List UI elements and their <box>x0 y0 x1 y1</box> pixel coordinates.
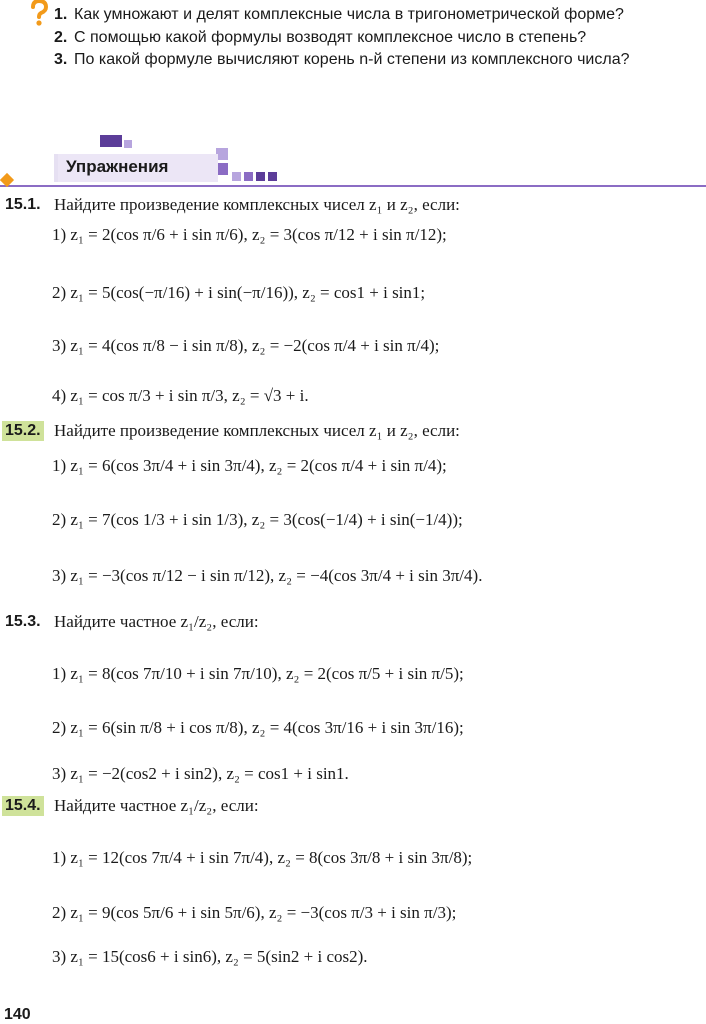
exercise-item: 3) z₁ = −2(cos2 + i sin2), z₂ = cos1 + i sin1. <box>52 764 349 783</box>
page-number: 140 <box>4 1006 31 1023</box>
section-divider <box>0 185 706 187</box>
exercise-item: 1) z₁ = 6(cos 3π/4 + i sin 3π/4), z₂ = 2(cos π/4 + i sin π/4); <box>52 456 447 475</box>
exercise-item: 2) z₁ = 7(cos 1/3 + i sin 1/3), z₂ = 3(cos(−1/4) + i sin(−1/4)); <box>52 510 463 529</box>
exercise-title: Найдите частное z₁/z₂, если: <box>54 612 259 631</box>
question-text: По какой формуле вычисляют корень n-й степени из комплексного числа? <box>74 51 630 68</box>
question-mark-icon <box>30 0 48 26</box>
decorative-square <box>100 135 122 147</box>
question-number: 1. <box>54 6 68 23</box>
decorative-square <box>268 172 277 181</box>
exercise-title: Найдите частное z₁/z₂, если: <box>54 796 259 815</box>
exercise-item: 3) z₁ = 4(cos π/8 − i sin π/8), z₂ = −2(cos π/4 + i sin π/4); <box>52 336 440 355</box>
exercise-item: 2) z₁ = 6(sin π/8 + i cos π/8), z₂ = 4(cos 3π/16 + i sin 3π/16); <box>52 718 464 737</box>
question-number: 3. <box>54 51 68 68</box>
exercise-number: 15.1. <box>5 196 41 213</box>
exercise-number: 15.2. <box>2 421 44 441</box>
exercise-item: 3) z₁ = −3(cos π/12 − i sin π/12), z₂ = −4(cos 3π/4 + i sin 3π/4). <box>52 566 483 585</box>
decorative-square <box>232 172 241 181</box>
decorative-square <box>244 172 253 181</box>
review-questions <box>54 4 704 72</box>
question-text: С помощью какой формулы возводят комплексное число в степень? <box>74 28 587 46</box>
exercise-title: Найдите произведение комплексных чисел z₁ и z₂, если: <box>54 421 460 440</box>
question-number: 2. <box>54 28 68 46</box>
section-title: Упражнения <box>66 157 169 176</box>
exercise-item: 1) z₁ = 12(cos 7π/4 + i sin 7π/4), z₂ = 8(cos 3π/8 + i sin 3π/8); <box>52 848 473 867</box>
exercise-item: 1) z₁ = 2(cos π/6 + i sin π/6), z₂ = 3(cos π/12 + i sin π/12); <box>52 225 447 244</box>
exercise-item: 4) z₁ = cos π/3 + i sin π/3, z₂ = √3 + i. <box>52 386 309 405</box>
question-2 <box>54 27 704 50</box>
decorative-square <box>124 140 132 148</box>
question-text: Как умножают и делят комплексные числа в тригонометрической форме? <box>74 6 624 23</box>
exercise-number: 15.4. <box>2 796 44 816</box>
question-1 <box>54 4 704 27</box>
exercise-title: Найдите произведение комплексных чисел z₁ и z₂, если: <box>54 195 460 214</box>
exercise-item: 3) z₁ = 15(cos6 + i sin6), z₂ = 5(sin2 + i cos2). <box>52 947 368 966</box>
exercise-item: 2) z₁ = 9(cos 5π/6 + i sin 5π/6), z₂ = −3(cos π/3 + i sin π/3); <box>52 903 457 922</box>
question-3 <box>54 49 704 72</box>
exercise-number: 15.3. <box>5 613 41 630</box>
exercise-item: 2) z₁ = 5(cos(−π/16) + i sin(−π/16)), z₂ = cos1 + i sin1; <box>52 283 426 302</box>
decorative-square <box>256 172 265 181</box>
exercise-item: 1) z₁ = 8(cos 7π/10 + i sin 7π/10), z₂ = 2(cos π/5 + i sin π/5); <box>52 664 464 683</box>
